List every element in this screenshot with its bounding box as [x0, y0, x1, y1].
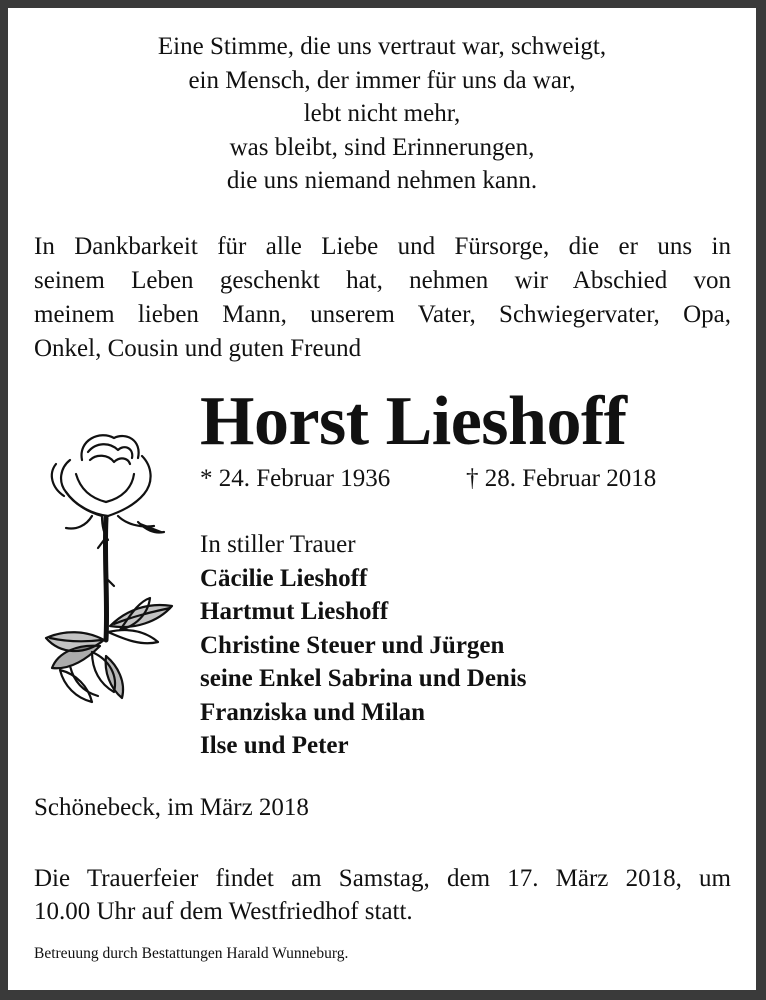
poem-line: lebt nicht mehr, [303, 100, 461, 127]
mourner-name: seine Enkel Sabrina und Denis [200, 665, 527, 692]
birth-date: * 24. Februar 1936 [200, 465, 391, 492]
funeral-home-note: Betreuung durch Bestattungen Harald Wunneburg. [34, 945, 349, 962]
mourner-name: Ilse und Peter [200, 732, 349, 759]
funeral-ceremony-info [34, 862, 731, 928]
mourner-name: Christine Steuer und Jürgen [200, 631, 505, 659]
place-and-date: Schönebeck, im März 2018 [34, 794, 309, 821]
poem-line: was bleibt, sind Erinnerungen, [229, 133, 535, 161]
mourner-name: Hartmut Lieshoff [200, 598, 389, 625]
poem-line: ein Mensch, der immer für uns da war, [188, 66, 576, 94]
gratitude-line: meinem lieben Mann, unserem Vater, Schwiegervater, Opa, [34, 301, 731, 328]
poem-line: Eine Stimme, die uns vertraut war, schweigt, [157, 33, 607, 60]
deceased-name: Horst Lieshoff [200, 383, 627, 460]
ceremony-line: 10.00 Uhr auf dem Westfriedhof statt. [34, 898, 413, 925]
gratitude-line: seinem Leben geschenkt hat, nehmen wir Abschied von [34, 267, 731, 294]
rose-icon [30, 430, 190, 720]
memorial-poem [8, 30, 756, 198]
mourning-intro: In stiller Trauer [200, 531, 356, 558]
gratitude-line: In Dankbarkeit für alle Liebe und Fürsorge, die er uns in [34, 233, 731, 260]
gratitude-paragraph [34, 230, 731, 366]
poem-line: die uns niemand nehmen kann. [226, 167, 538, 194]
obituary-notice [8, 8, 756, 990]
gratitude-line: Onkel, Cousin und guten Freund [34, 335, 362, 362]
mourner-name: Cäcilie Lieshoff [200, 564, 368, 592]
mourners-list [200, 528, 527, 763]
ceremony-line: Die Trauerfeier findet am Samstag, dem 17. März 2018, um [34, 865, 731, 892]
mourner-name: Franziska und Milan [200, 698, 426, 726]
death-date: † 28. Februar 2018 [466, 465, 657, 492]
